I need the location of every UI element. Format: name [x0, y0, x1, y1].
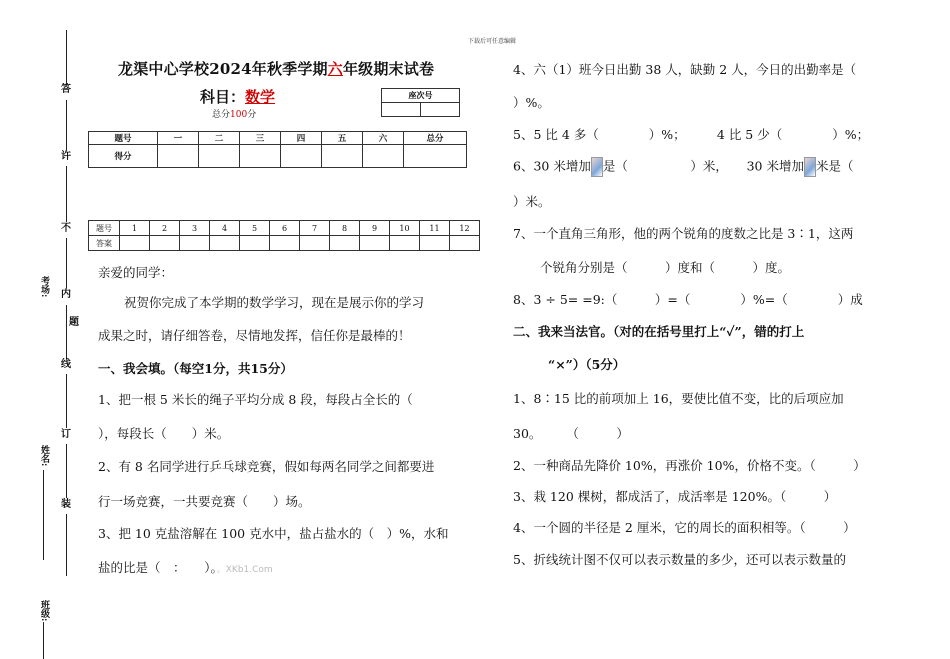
- top-note: 下载后可任意编辑: [468, 38, 517, 45]
- answer-cell[interactable]: [270, 236, 300, 251]
- question-4: 4、六（1）班今日出勤 38 人，缺勤 2 人，今日的出勤率是（: [513, 62, 857, 77]
- intro-line-1: 祝贺你完成了本学期的数学学习，现在是展示你的学习: [124, 295, 425, 310]
- score-header: 六: [363, 132, 404, 145]
- answer-cell[interactable]: [120, 236, 150, 251]
- answer-header: 1: [120, 221, 150, 236]
- answer-row-label: 答案: [89, 236, 120, 251]
- answer-cell[interactable]: [360, 236, 390, 251]
- question-4-cont: ）%。: [513, 95, 550, 110]
- question-1: 1、把一根 5 米长的绳子平均分成 8 段，每段占全长的（: [98, 392, 413, 407]
- score-header: 总分: [404, 132, 467, 145]
- score-header: 一: [158, 132, 199, 145]
- answer-header: 7: [300, 221, 330, 236]
- answer-cell[interactable]: [180, 236, 210, 251]
- judge-5: 5、折线统计图不仅可以表示数量的多少，还可以表示数量的: [513, 552, 846, 567]
- score-cell[interactable]: [404, 145, 467, 168]
- section-2-heading: 二、我来当法官。（对的在括号里打上“✓”，错的打上: [513, 324, 805, 339]
- answer-cell[interactable]: [420, 236, 450, 251]
- margin-line: [66, 30, 67, 85]
- fraction-image-icon: [804, 157, 816, 177]
- question-3: 3、把 10 克盐溶解在 100 克水中，盐占盐水的（ ）%，水和: [98, 526, 449, 541]
- margin-char: 线: [61, 359, 71, 370]
- answer-header: 5: [240, 221, 270, 236]
- seat-number-box: [381, 88, 460, 117]
- score-row-label: 得分: [89, 145, 158, 168]
- watermark: 。XKb1.Com: [216, 565, 273, 575]
- seat-cell[interactable]: [382, 103, 421, 117]
- question-7: 7、一个直角三角形，他的两个锐角的度数之比是 3∶1，这两: [513, 226, 854, 241]
- score-cell[interactable]: [199, 145, 240, 168]
- answer-cell[interactable]: [240, 236, 270, 251]
- judge-1: 1、8∶15 比的前项加上 16，要使比值不变，比的后项应加: [513, 391, 844, 406]
- score-header: 三: [240, 132, 281, 145]
- margin-char: 装: [61, 499, 71, 510]
- answer-header: 3: [180, 221, 210, 236]
- answer-cell[interactable]: [450, 236, 480, 251]
- score-cell[interactable]: [281, 145, 322, 168]
- score-header: 五: [322, 132, 363, 145]
- answer-cell[interactable]: [330, 236, 360, 251]
- answer-header: 10: [390, 221, 420, 236]
- answer-header: 9: [360, 221, 390, 236]
- total-score: 总分100分: [212, 110, 257, 120]
- margin-char: 订: [61, 429, 71, 440]
- score-header: 四: [281, 132, 322, 145]
- exam-room-label: 考场:: [39, 276, 49, 298]
- margin-line: [66, 374, 67, 428]
- margin-line: [66, 444, 67, 498]
- judge-4: 4、一个圆的半径是 2 厘米，它的周长的面积相等。（ ）: [513, 520, 856, 535]
- question-6: 6、30 米增加 是（ ）米， 30 米增加 米是（: [513, 157, 854, 177]
- score-cell[interactable]: [363, 145, 404, 168]
- score-header: 题号: [89, 132, 158, 145]
- judge-1-cont: 30。 （ ）: [513, 426, 629, 441]
- score-cell[interactable]: [158, 145, 199, 168]
- section-2-heading-cont: “×”）（5分）: [548, 357, 626, 372]
- question-3-cont: 盐的比是（ ： ）。。XKb1.Com: [98, 560, 273, 575]
- name-line: [43, 470, 44, 560]
- score-table: [88, 131, 467, 168]
- greeting: 亲爱的同学：: [98, 265, 174, 280]
- question-2: 2、有 8 名同学进行乒乓球竞赛，假如每两名同学之间都要进: [98, 459, 435, 474]
- margin-char: 许: [61, 151, 71, 162]
- margin-line: [66, 305, 67, 359]
- margin-line: [66, 238, 67, 288]
- answer-header: 2: [150, 221, 180, 236]
- question-8: 8、3 ÷ 5= =9:（ ）=（ ）%=（ ）成: [513, 292, 863, 307]
- section-1-heading: 一、我会填。（每空1分，共15分）: [98, 361, 293, 376]
- answer-header: 11: [420, 221, 450, 236]
- answer-header: 6: [270, 221, 300, 236]
- answer-header-label: 题号: [89, 221, 120, 236]
- question-5: 5、5 比 4 多（ ）%； 4 比 5 少（ ）%；: [513, 127, 870, 142]
- answer-cell[interactable]: [390, 236, 420, 251]
- subject-line: 科目：数学: [200, 88, 276, 106]
- answer-header: 4: [210, 221, 240, 236]
- fraction-image-icon: [591, 157, 603, 177]
- question-6-cont: ）米。: [513, 194, 551, 209]
- name-label: 姓名:: [39, 445, 49, 467]
- answer-table: [88, 220, 480, 251]
- question-2-cont: 行一场竞赛，一共要竞赛（ ）场。: [98, 494, 311, 509]
- judge-2: 2、一种商品先降价 10%，再涨价 10%，价格不变。（ ）: [513, 458, 866, 473]
- margin-char: 内: [61, 289, 71, 300]
- question-1-cont: ），每段长（ ）米。: [98, 426, 230, 441]
- judge-3: 3、栽 120 棵树，都成活了，成活率是 120%。（ ）: [513, 489, 837, 504]
- class-line: [43, 622, 44, 659]
- intro-line-2: 成果之时，请仔细答卷，尽情地发挥，信任你是最棒的！: [98, 328, 411, 343]
- class-label: 班级:: [39, 600, 49, 622]
- question-7-cont: 个锐角分别是（ ）度和（ ）度。: [540, 260, 791, 275]
- answer-cell[interactable]: [300, 236, 330, 251]
- exam-title: 龙渠中心学校2024年秋季学期六年级期末试卷: [118, 60, 435, 78]
- margin-char: 不: [61, 223, 71, 234]
- score-cell[interactable]: [322, 145, 363, 168]
- answer-cell[interactable]: [150, 236, 180, 251]
- seat-label: 座次号: [382, 89, 460, 103]
- margin-line: [66, 514, 67, 576]
- answer-header: 12: [450, 221, 480, 236]
- margin-line: [66, 166, 67, 222]
- answer-cell[interactable]: [210, 236, 240, 251]
- margin-line: [66, 100, 67, 150]
- margin-char: 答: [61, 84, 71, 95]
- margin-char: 题: [69, 317, 79, 328]
- score-header: 二: [199, 132, 240, 145]
- score-cell[interactable]: [240, 145, 281, 168]
- answer-header: 8: [330, 221, 360, 236]
- seat-cell[interactable]: [421, 103, 460, 117]
